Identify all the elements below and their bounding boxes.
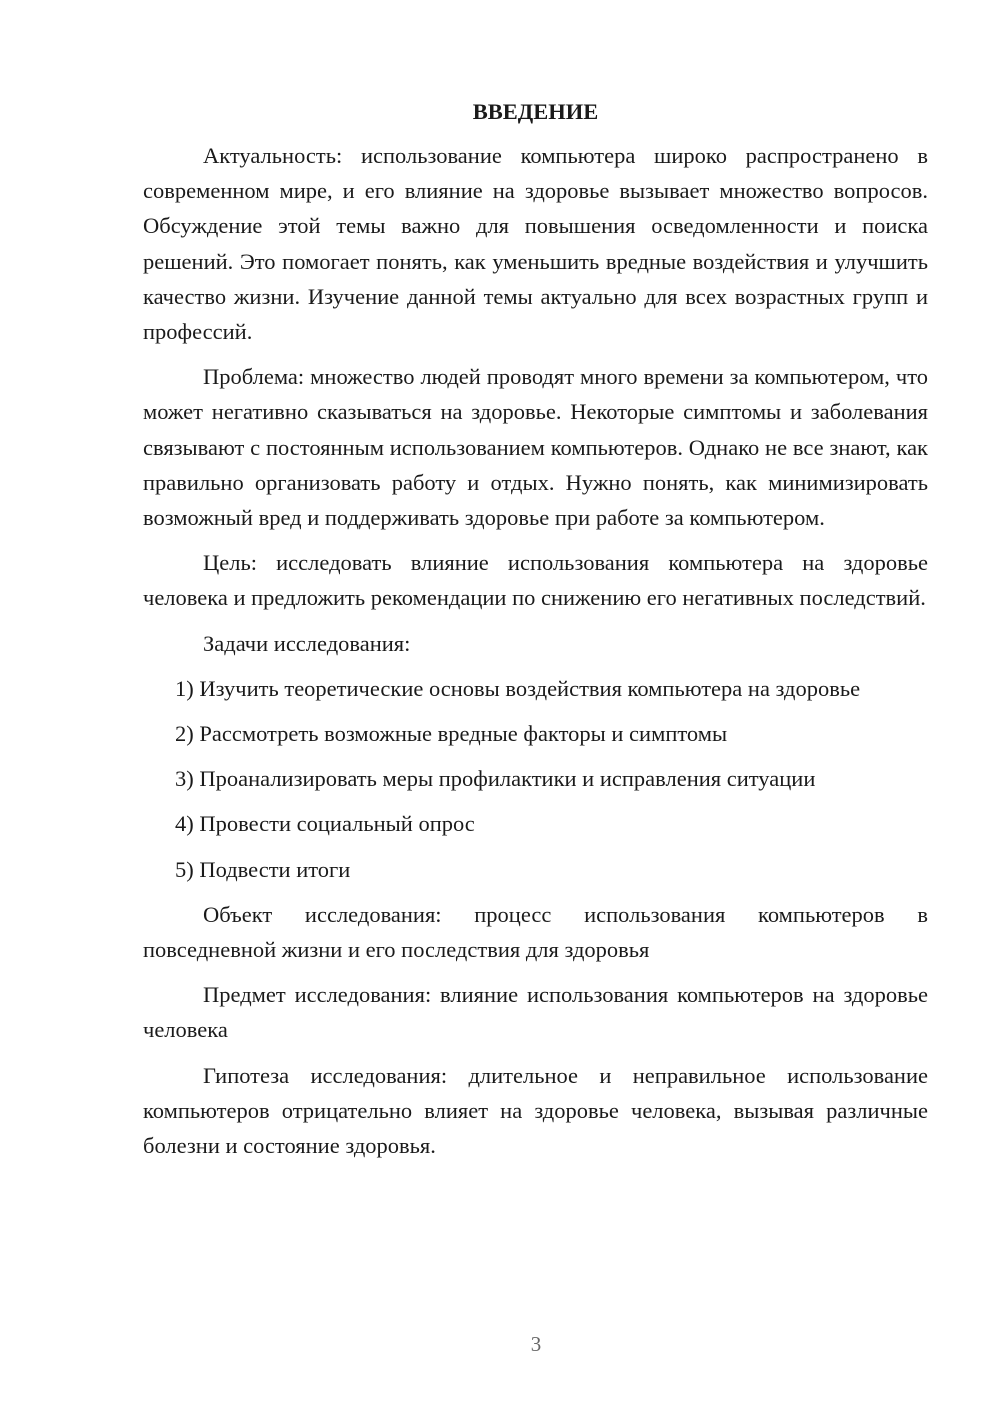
list-item: 5) Подвести итоги — [175, 856, 351, 882]
list-item: 1) Изучить теоретические основы воздействия компьютера на здоровье — [175, 675, 861, 701]
paragraph-tasks-intro: Задачи исследования: — [203, 630, 411, 656]
page-number: 3 — [530, 1332, 542, 1356]
list-item: 4) Провести социальный опрос — [175, 811, 475, 837]
paragraph-problem: Проблема: множество людей проводят много времени за компьютером, что может негативно сказываться на здоровье. Некоторые симптомы и заболевания связывают с постоянным использованием компьютеров. Однако не все знают, как правильно организовать работу и отдых. Нужно понять, как минимизировать возможный вред и поддерживать здоровье при работе за компьютером. — [143, 364, 928, 531]
page-content — [143, 94, 928, 1173]
paragraph-object: Объект исследования: процесс использования компьютеров в повседневной жизни и его последствия для здоровья — [143, 901, 928, 963]
paragraph-goal: Цель: исследовать влияние использования компьютера на здоровье человека и предложить рекомендации по снижению его негативных последствий. — [143, 550, 928, 611]
page-title: ВВЕДЕНИЕ — [472, 99, 599, 124]
list-item: 3) Проанализировать меры профилактики и исправления ситуации — [175, 766, 816, 792]
paragraph-relevance: Актуальность: использование компьютера широко распространено в современном мире, и его влияние на здоровье вызывает множество вопросов. Обсуждение этой темы важно для повышения осведомленности и поиска решений. Это помогает понять, как уменьшить вредные воздействия и улучшить качество жизни. Изучение данной темы актуально для всех возрастных групп и профессий. — [143, 143, 928, 345]
paragraph-subject: Предмет исследования: влияние использования компьютеров на здоровье человека — [143, 982, 928, 1043]
tasks-list — [143, 671, 928, 887]
paragraph-hypothesis: Гипотеза исследования: длительное и неправильное использование компьютеров отрицательно влияет на здоровье человека, вызывая различные болезни и состояние здоровья. — [143, 1062, 928, 1159]
list-item: 2) Рассмотреть возможные вредные факторы и симптомы — [175, 721, 728, 747]
